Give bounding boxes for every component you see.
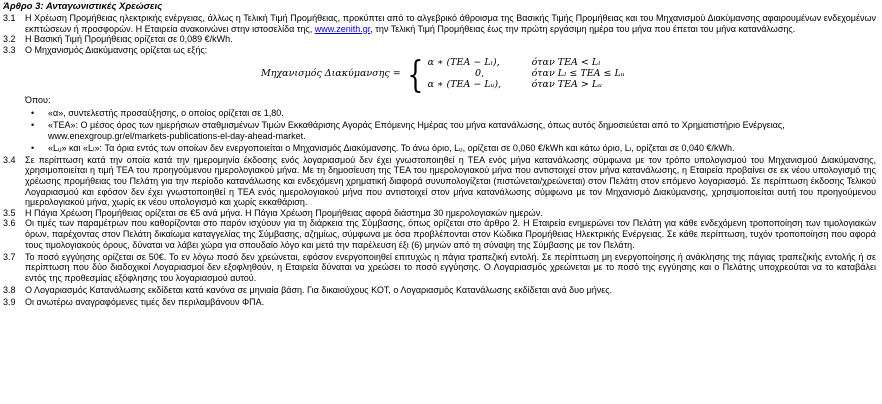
article-title: Άρθρο 3: Ανταγωνιστικές Χρεώσεις — [3, 1, 163, 12]
clause-3-8 — [3, 285, 876, 296]
clause-text: Ο Μηχανισμός Διακύμανσης ορίζεται ως εξής: — [25, 44, 208, 55]
clause-text-part: Η Χρέωση Προμήθειας ηλεκτρικής ενέργειας, άλλως η Τελική Τιμή Προμήθειας, προκύπτει από το αλγεβρικό άθροισμα της Βασικής Τιμής Προμήθειας και του Μηχανισμού Διακύμανσης αφαιρουμένων ενδεχομένων εκπτώσεων ή προσφορών. Η Εταιρεία ανακοινώνει στην ιστοσελίδα της, — [25, 13, 876, 34]
formula-case-row — [428, 79, 625, 90]
clause-3-3 — [3, 45, 876, 56]
formula-condition: όταν TEA > Lᵤ — [531, 79, 602, 91]
where-label: Όπου: — [25, 95, 51, 106]
clause-text: Η Πάγια Χρέωση Προμήθειας ορίζεται σε €5 ανά μήνα. Η Πάγια Χρέωση Προμήθειας αφορά διάστημα 30 ημερολογιακών ημερών. — [25, 207, 543, 218]
list-item: • «ΤΕΑ»: Ο μέσος όρος των ημερήσιων σταθμισμένων Τιμών Εκκαθάρισης Αγοράς Επόμενης Ημέρας του μήνα κατανάλωσης, όπως αυτός δημοσιεύεται από το Χρηματιστήριο Ενέργειας, www.enexgroup.gr/el/markets-publications-el-day-ahead-market. — [25, 120, 876, 141]
clause-text-part: , την Τελική Τιμή Προμήθειας έως την πρώτη εργάσιμη ημέρα του μήνα που έπεται του μήνα κατανάλωσης. — [370, 23, 796, 34]
clause-number: 3.9 — [3, 297, 16, 308]
list-item: • «Lᵤ» και «Lₗ»: Τα όρια εντός των οποίων δεν ενεργοποιείται ο Μηχανισμός Διακύμανσης. Το άνω όριο, Lᵤ, ορίζεται σε 0,060 €/kWh και κάτω όριο, Lₗ, ορίζεται σε 0,040 €/kWh. — [25, 143, 876, 154]
formula-condition: όταν Lₗ ≤ TEA ≤ Lᵤ — [531, 68, 625, 80]
formula-case-row — [428, 57, 625, 68]
formula-expression: α ∗ (TEA − Lₗ), — [427, 57, 500, 69]
clause-text: Οι ανωτέρω αναγραφόμενες τιμές δεν περιλαμβάνουν ΦΠΑ. — [25, 297, 265, 308]
formula-brace: { — [407, 54, 424, 96]
clause-text: Ο Λογαριασμός Κατανάλωσης εκδίδεται κατά κανόνα σε μηνιαία βάση. Για δικαιούχους ΚΟΤ, ο Λογαριασμός Κατανάλωσης εκδίδεται ανά δυο μήνες. — [25, 284, 613, 295]
clause-3-7 — [3, 252, 876, 284]
clause-text: Οι τιμές των παραμέτρων που καθορίζονται στο παρόν ισχύουν για τη διάρκεια της Σύμβασης, όπως ορίζεται στο άρθρο 2. Η Εταιρεία ενημερώνει τον Πελάτη για κάθε ενδεχόμενη τροποποίηση των τιμολογιακών όρων, παρέχοντας στον Πελάτη δικαίωμα καταγγελίας της Σύμβασης, αζημίως, σύμφωνα με όσα προβλέπονται στον Κώδικα Προμήθειας Ηλεκτρικής Ενέργειας. Σε κάθε περίπτωση, τυχόν τροποποίηση που αφορά τους τιμολογιακούς όρους, δύναται να λάβει χώρα για σπουδαίο λόγο και μετά την παρέλευση έξι (6) μηνών από τη σύναψη της Σύμβασης με τον Πελάτη. — [25, 218, 876, 250]
formula-case-row — [428, 68, 625, 79]
clause-number: 3.1 — [3, 13, 16, 23]
definitions-list — [3, 108, 876, 153]
clause-text: Η Βασική Τιμή Προμήθειας ορίζεται σε 0,089 €/kWh. — [25, 34, 233, 45]
formula-cases — [428, 57, 625, 90]
clause-number: 3.8 — [3, 284, 16, 295]
formula-expression: 0, — [475, 68, 485, 80]
formula-condition: όταν TEA < Lₗ — [531, 57, 601, 69]
clause-3-9 — [3, 297, 876, 308]
clause-number: 3.3 — [3, 44, 16, 55]
clause-3-6 — [3, 218, 876, 250]
clause-3-5 — [3, 208, 876, 219]
clause-number: 3.2 — [3, 34, 16, 45]
clause-number: 3.6 — [3, 218, 16, 229]
clause-text: Το ποσό εγγύησης ορίζεται σε 50€. Το εν λόγω ποσό δεν χρεώνεται, εφόσον ενεργοποιηθεί επιτυχώς η πάγια τραπεζική εντολή. Σε περίπτωση μη ενεργοποίησης ή ανάκλησης της πάγιας τραπεζικής εντολής ή σε περίπτωση που δύο διαδοχικοί Λογαριασμοί δεν εξοφληθούν, η Εταιρεία δύναται να χρεώσει το ποσό εγγύησης. Ο Λογαριασμός χρεώνεται με το ποσό της εγγύησης και ο Πελάτης υποχρεούται να το καταβάλει εντός της προθεσμίας εξόφλησης του λογαριασμού αυτού. — [25, 251, 876, 283]
variation-mechanism-formula — [261, 54, 876, 96]
formula-expression: α ∗ (TEA − Lᵤ), — [427, 79, 502, 91]
clause-number: 3.5 — [3, 207, 16, 218]
clause-number: 3.7 — [3, 251, 16, 262]
clause-text: Σε περίπτωση κατά την οποία κατά την ημερομηνία έκδοσης ενός λογαριασμού δεν έχει γνωστοποιηθεί η ΤΕΑ ενός μήνα κατανάλωσης σύμφωνα με τον τρόπο υπολογισμού του Μηχανισμού Διακύμανσης, χρησιμοποιείται η τιμή ΤΕΑ του προηγούμενου ημερολογιακού μήνα. Με τη δημοσίευση της ΤΕΑ του ημερολογιακού μήνα που αντιστοιχεί στον μήνα κατανάλωσης, η Εταιρεία προβαίνει σε εκ νέου υπολογισμό της χρέωσης προμήθειας του Πελάτη για την περίοδο κατανάλωσης και ενδεχόμενη χρηματική διαφορά συνυπολογίζεται (πιστώνεται/χρεώνεται) στον Πελάτη στον επόμενο λογαριασμό. Σε περίπτωση έκδοσης Τελικού Λογαριασμού και εφόσον δεν έχει γνωστοποιηθεί η ΤΕΑ ενός ημερολογιακού μήνα που αντιστοιχεί στον μήνα κατανάλωσης σύμφωνα με τον Μηχανισμό Διακύμανσης, χρησιμοποιείται αυτή του προηγούμενου ημερολογιακού μήνα, χωρίς εκ νέου υπολογισμό και χωρίς εκκαθάριση. — [25, 154, 876, 208]
website-link[interactable]: www.zenith.gr — [314, 23, 371, 34]
formula-lhs: Μηχανισμός Διακύμανσης = — [261, 67, 401, 79]
list-item: • «α», συντελεστής προσαύξησης, ο οποίος ορίζεται σε 1,80. — [25, 108, 876, 119]
clause-number: 3.4 — [3, 154, 16, 165]
clause-3-2 — [3, 34, 876, 45]
clause-3-1 — [3, 13, 876, 34]
clause-text — [25, 13, 876, 34]
clause-3-4 — [3, 155, 876, 208]
